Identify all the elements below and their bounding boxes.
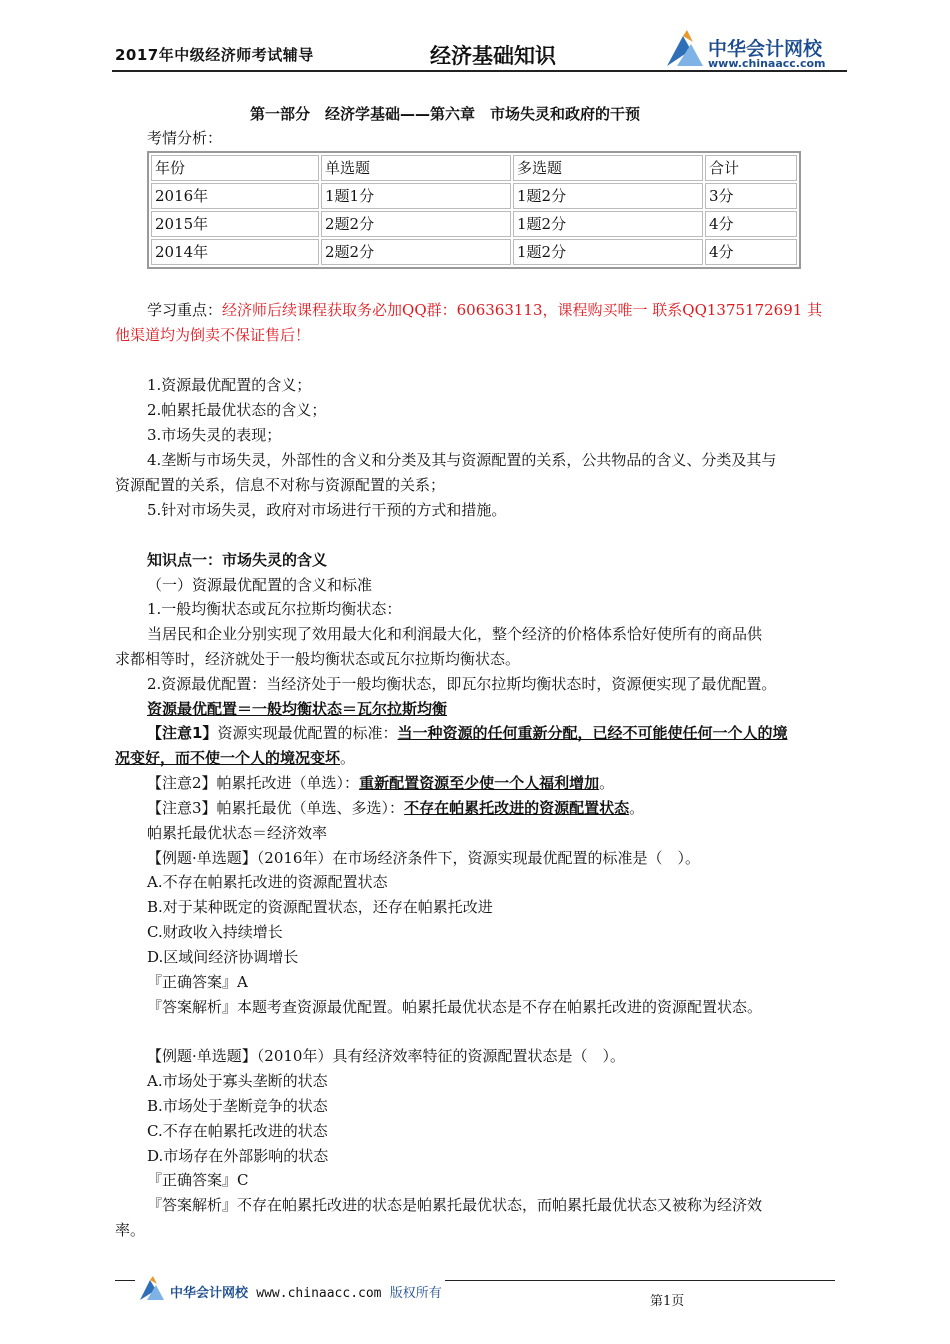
footer-brand-name: 中华会计网校 xyxy=(170,1286,249,1301)
table-cell: 1题2分 xyxy=(513,211,703,237)
option-item: B.对于某种既定的资源配置状态，还存在帕累托改进 xyxy=(147,898,493,916)
header-course-title: 2017年中级经济师考试辅导 xyxy=(115,46,314,64)
key-formula: 资源最优配置＝一般均衡状态＝瓦尔拉斯均衡 xyxy=(147,700,448,718)
table-header-cell: 合计 xyxy=(705,155,797,181)
example-question xyxy=(147,1045,625,1067)
note-key-text: 况变好，而不使一个人的境况变坏 xyxy=(115,749,341,767)
header-subject-title: 经济基础知识 xyxy=(430,44,556,68)
logo-url[interactable]: www.chinaacc.com xyxy=(708,57,826,70)
note-label: 【注意3】 xyxy=(147,799,217,817)
table-cell: 3分 xyxy=(705,183,797,209)
footer-url[interactable]: www.chinaacc.com xyxy=(256,1286,382,1301)
footer-logo-icon xyxy=(138,1276,166,1302)
option-item: D.市场存在外部影响的状态 xyxy=(147,1147,329,1165)
logo-name: 中华会计网校 xyxy=(708,38,823,60)
note-2 xyxy=(147,772,614,794)
header-divider xyxy=(112,70,847,72)
focus-item: 1.资源最优配置的含义； xyxy=(147,376,312,394)
footer-brand xyxy=(170,1282,442,1301)
note-text: 资源实现最优配置的标准： xyxy=(217,724,398,742)
note-text: 帕累托最优（单选、多选）： xyxy=(216,799,405,817)
table-header-cell: 单选题 xyxy=(321,155,511,181)
study-focus-line xyxy=(147,299,822,321)
answer-analysis: 『答案解析』本题考查资源最优配置。帕累托最优状态是不存在帕累托改进的资源配置状态。 xyxy=(147,998,763,1016)
example-label: 【例题·单选题】 xyxy=(147,1047,257,1065)
focus-item: 4.垄断与市场失灵，外部性的含义和分类及其与资源配置的关系，公共物品的含义、分类及其与 xyxy=(147,451,777,469)
note-1-cont xyxy=(115,747,355,769)
equation: 帕累托最优状态＝经济效率 xyxy=(147,824,328,842)
option-item: C.财政收入持续增长 xyxy=(147,923,283,941)
table-cell: 4分 xyxy=(705,239,797,265)
table-header-cell: 多选题 xyxy=(513,155,703,181)
option-item: C.不存在帕累托改进的状态 xyxy=(147,1122,328,1140)
paragraph-cont: 求都相等时，经济就处于一般均衡状态或瓦尔拉斯均衡状态。 xyxy=(115,650,521,668)
footer-divider-left xyxy=(115,1280,135,1281)
note-key-text: 重新配置资源至少使一个人福利增加 xyxy=(359,774,600,792)
table-cell: 2016年 xyxy=(151,183,319,209)
focus-item: 2.帕累托最优状态的含义； xyxy=(147,401,327,419)
example-label: 【例题·单选题】 xyxy=(147,849,257,867)
table-cell: 2题2分 xyxy=(321,211,511,237)
option-item: D.区域间经济协调增长 xyxy=(147,948,299,966)
note-key-text: 不存在帕累托改进的资源配置状态 xyxy=(404,799,630,817)
section-heading: 知识点一：市场失灵的含义 xyxy=(147,551,328,569)
note-3 xyxy=(147,797,644,819)
note-key-text: 当一种资源的任何重新分配，已经不可能使任何一个人的境 xyxy=(397,724,788,742)
exam-analysis-label: 考情分析： xyxy=(147,129,223,147)
option-item: A.不存在帕累托改进的资源配置状态 xyxy=(147,873,388,891)
example-question xyxy=(147,847,700,869)
page-number: 第1页 xyxy=(650,1294,685,1309)
focus-item: 3.市场失灵的表现； xyxy=(147,426,282,444)
table-cell: 1题1分 xyxy=(321,183,511,209)
notice-text-cont: 他渠道均为倒卖不保证售后！ xyxy=(115,326,311,344)
note-label: 【注意1】 xyxy=(147,724,218,742)
paragraph: 2.资源最优配置：当经济处于一般均衡状态，即瓦尔拉斯均衡状态时，资源便实现了最优配置。 xyxy=(147,675,777,693)
table-row xyxy=(151,239,797,265)
logo-icon xyxy=(663,30,707,70)
note-end: 。 xyxy=(599,774,615,792)
study-focus-label: 学习重点： xyxy=(147,301,223,319)
note-label: 【注意2】 xyxy=(147,774,217,792)
correct-answer: 『正确答案』C xyxy=(147,1171,249,1189)
subsection-heading: （一）资源最优配置的含义和标准 xyxy=(147,576,373,594)
table-row xyxy=(151,211,797,237)
table-cell: 4分 xyxy=(705,211,797,237)
note-1 xyxy=(147,722,787,744)
focus-item-cont: 资源配置的关系，信息不对称与资源配置的关系； xyxy=(115,476,446,494)
option-item: A.市场处于寡头垄断的状态 xyxy=(147,1072,328,1090)
note-end: 。 xyxy=(340,749,356,767)
example-question-text: （2010年）具有经济效率特征的资源配置状态是（ ）。 xyxy=(256,1047,625,1065)
answer-analysis-cont: 率。 xyxy=(115,1221,146,1239)
table-header-row xyxy=(151,155,797,181)
footer-rights: 版权所有 xyxy=(389,1286,442,1301)
example-question-text: （2016年）在市场经济条件下，资源实现最优配置的标准是（ ）。 xyxy=(256,849,700,867)
table-header-cell: 年份 xyxy=(151,155,319,181)
table-cell: 2014年 xyxy=(151,239,319,265)
focus-item: 5.针对市场失灵，政府对市场进行干预的方式和措施。 xyxy=(147,501,507,519)
paragraph: 1.一般均衡状态或瓦尔拉斯均衡状态： xyxy=(147,600,402,618)
table-cell: 1题2分 xyxy=(513,239,703,265)
table-cell: 2015年 xyxy=(151,211,319,237)
note-end: 。 xyxy=(629,799,645,817)
option-item: B.市场处于垄断竞争的状态 xyxy=(147,1097,328,1115)
correct-answer: 『正确答案』A xyxy=(147,973,248,991)
paragraph: 当居民和企业分别实现了效用最大化和利润最大化，整个经济的价格体系恰好使所有的商品供 xyxy=(147,625,763,643)
table-row xyxy=(151,183,797,209)
footer-divider-right xyxy=(445,1280,835,1281)
exam-analysis-table xyxy=(147,151,801,269)
note-text: 帕累托改进（单选）： xyxy=(216,774,360,792)
table-cell: 1题2分 xyxy=(513,183,703,209)
chapter-title: 第一部分 经济学基础——第六章 市场失灵和政府的干预 xyxy=(250,105,641,123)
table-cell: 2题2分 xyxy=(321,239,511,265)
answer-analysis: 『答案解析』不存在帕累托改进的状态是帕累托最优状态，而帕累托最优状态又被称为经济效 xyxy=(147,1196,763,1214)
notice-text: 经济师后续课程获取务必加QQ群：606363113，课程购买唯一 联系QQ1375172691 其 xyxy=(222,301,823,319)
